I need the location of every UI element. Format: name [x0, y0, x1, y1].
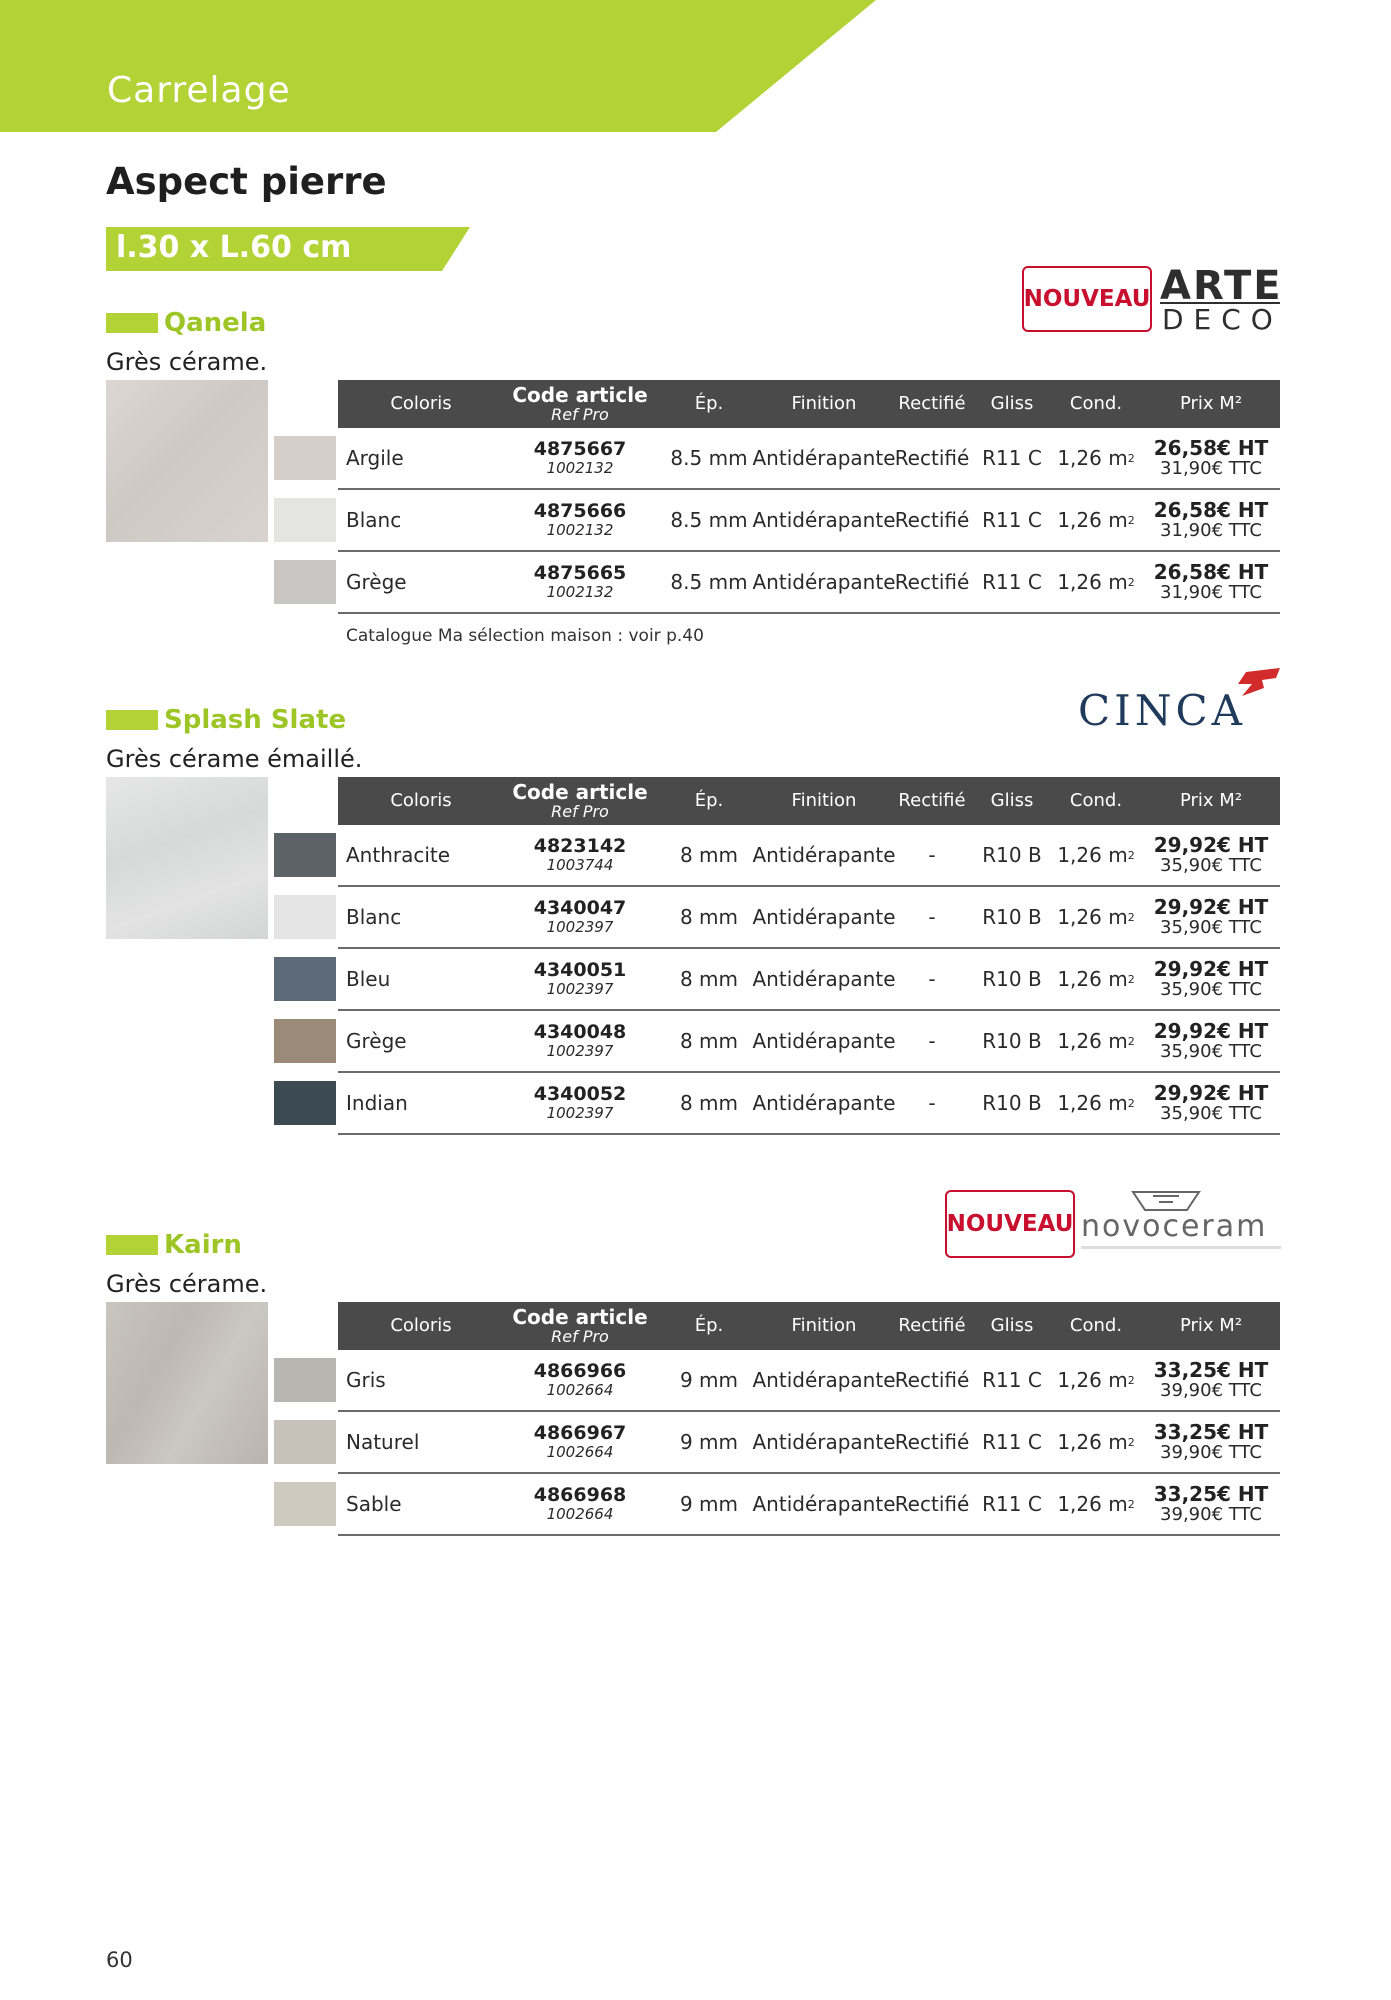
product-name-label: Qanela — [164, 308, 267, 338]
thickness-cell: 8.5 mm — [670, 570, 748, 594]
coloris-cell: Anthracite — [346, 843, 451, 867]
cond-value: 1,26 m — [1057, 1368, 1128, 1392]
cond-value: 1,26 m — [1057, 1029, 1128, 1053]
product-marker — [106, 313, 158, 333]
table-row — [338, 552, 1280, 614]
thickness-cell: 9 mm — [679, 1368, 739, 1392]
finition-cell: Antidérapante — [752, 967, 896, 991]
code-article-cell — [496, 825, 664, 885]
column-header-code — [496, 1302, 664, 1350]
cinca-flag-icon — [1236, 668, 1282, 698]
price-ttc: 35,90€ TTC — [1160, 979, 1262, 1000]
square-exponent: 2 — [1127, 1497, 1135, 1511]
finition-cell: Antidérapante — [752, 1368, 896, 1392]
price-cell — [1142, 1474, 1280, 1534]
finition-cell: Antidérapante — [752, 1029, 896, 1053]
rectifie-cell: - — [928, 905, 936, 929]
price-cell — [1142, 887, 1280, 947]
column-header-label: Cond. — [1069, 1315, 1123, 1336]
column-header-cond — [1050, 380, 1142, 428]
cond-value: 1,26 m — [1057, 1430, 1128, 1454]
column-header-label: Ép. — [694, 393, 724, 414]
catalogue-note: Catalogue Ma sélection maison : voir p.40 — [346, 626, 704, 646]
coloris-cell: Bleu — [346, 967, 391, 991]
table-row — [338, 887, 1280, 949]
code-article: 4866967 — [533, 1422, 627, 1444]
column-header-label: Gliss — [990, 393, 1034, 414]
ref-pro: 1002664 — [546, 1443, 614, 1461]
price-ttc: 31,90€ TTC — [1160, 458, 1262, 479]
product-photo — [106, 777, 268, 939]
table-header — [338, 1302, 1280, 1350]
brand-logo-arte-deco — [1022, 263, 1283, 336]
size-tag: l.30 x L.60 cm — [116, 230, 352, 265]
column-header-label: Prix M² — [1179, 790, 1243, 811]
column-header-label: Ref Pro — [551, 802, 609, 821]
column-header-label: Rectifié — [898, 790, 966, 811]
code-article-cell — [496, 1350, 664, 1410]
coloris-cell: Naturel — [346, 1430, 420, 1454]
column-header-label: Coloris — [390, 393, 452, 414]
price-cell — [1142, 949, 1280, 1009]
code-article: 4866968 — [533, 1484, 627, 1506]
thickness-cell: 8 mm — [679, 1029, 739, 1053]
color-swatch — [274, 833, 336, 877]
cond-value: 1,26 m — [1057, 446, 1128, 470]
thickness-cell: 9 mm — [679, 1430, 739, 1454]
column-header-label: Prix M² — [1179, 1315, 1243, 1336]
code-article: 4340052 — [533, 1083, 627, 1105]
coloris-cell: Blanc — [346, 905, 402, 929]
square-exponent: 2 — [1127, 1373, 1135, 1387]
cond-cell — [1050, 949, 1142, 1009]
gliss-cell: R11 C — [982, 446, 1042, 470]
table-row — [338, 1350, 1280, 1412]
product-photo — [106, 1302, 268, 1464]
thickness-cell: 8 mm — [679, 843, 739, 867]
price-ttc: 35,90€ TTC — [1160, 917, 1262, 938]
column-header-label: Finition — [791, 1315, 857, 1336]
product-name — [106, 705, 346, 735]
column-header-label: Coloris — [390, 790, 452, 811]
price-ttc: 31,90€ TTC — [1160, 582, 1262, 603]
cond-value: 1,26 m — [1057, 570, 1128, 594]
table-header — [338, 777, 1280, 825]
gliss-cell: R11 C — [982, 570, 1042, 594]
rectifie-cell: - — [928, 1091, 936, 1115]
coloris-cell: Indian — [346, 1091, 408, 1115]
price-ht: 33,25€ HT — [1153, 1420, 1269, 1444]
rectifie-cell: Rectifié — [894, 1492, 970, 1516]
code-article: 4823142 — [533, 835, 627, 857]
price-ht: 29,92€ HT — [1153, 1019, 1269, 1043]
square-exponent: 2 — [1127, 910, 1135, 924]
column-header-rectifie — [890, 1302, 974, 1350]
ref-pro: 1002397 — [546, 918, 614, 936]
square-exponent: 2 — [1127, 1435, 1135, 1449]
code-article: 4340051 — [533, 959, 627, 981]
price-cell — [1142, 428, 1280, 488]
gliss-cell: R11 C — [982, 1430, 1042, 1454]
thickness-cell: 9 mm — [679, 1492, 739, 1516]
thickness-cell: 8.5 mm — [670, 508, 748, 532]
rectifie-cell: Rectifié — [894, 508, 970, 532]
color-swatch — [274, 1482, 336, 1526]
price-ht: 29,92€ HT — [1153, 1081, 1269, 1105]
color-swatch — [274, 1358, 336, 1402]
gliss-cell: R11 C — [982, 1492, 1042, 1516]
price-cell — [1142, 1073, 1280, 1133]
table-header — [338, 380, 1280, 428]
cond-value: 1,26 m — [1057, 508, 1128, 532]
code-article-cell — [496, 1474, 664, 1534]
rectifie-cell: Rectifié — [894, 1368, 970, 1392]
square-exponent: 2 — [1127, 1034, 1135, 1048]
thickness-cell: 8 mm — [679, 905, 739, 929]
column-header-label: Prix M² — [1179, 393, 1243, 414]
cond-value: 1,26 m — [1057, 1492, 1128, 1516]
gliss-cell: R10 B — [982, 967, 1042, 991]
price-cell — [1142, 1350, 1280, 1410]
price-cell — [1142, 1011, 1280, 1071]
brand-logo-cinca — [1078, 668, 1283, 735]
color-swatch — [274, 560, 336, 604]
rectifie-cell: - — [928, 1029, 936, 1053]
ref-pro: 1002397 — [546, 980, 614, 998]
category-title: Carrelage — [107, 70, 291, 111]
ref-pro: 1002132 — [546, 521, 614, 539]
rectifie-cell: - — [928, 843, 936, 867]
ref-pro: 1002397 — [546, 1042, 614, 1060]
cond-value: 1,26 m — [1057, 843, 1128, 867]
coloris-cell: Grège — [346, 1029, 407, 1053]
column-header-coloris — [346, 380, 496, 428]
price-ttc: 39,90€ TTC — [1160, 1442, 1262, 1463]
column-header-prix — [1142, 777, 1280, 825]
column-header-coloris — [346, 1302, 496, 1350]
price-ht: 29,92€ HT — [1153, 957, 1269, 981]
square-exponent: 2 — [1127, 575, 1135, 589]
column-header-gliss — [974, 380, 1050, 428]
price-ht: 33,25€ HT — [1153, 1482, 1269, 1506]
column-header-label: Cond. — [1069, 790, 1123, 811]
product-name — [106, 1230, 242, 1260]
column-header-finition — [758, 777, 890, 825]
table-row — [338, 825, 1280, 887]
thickness-cell: 8 mm — [679, 1091, 739, 1115]
color-swatch — [274, 895, 336, 939]
brand-logo-novoceram — [945, 1190, 1283, 1260]
column-header-label: Gliss — [990, 790, 1034, 811]
product-description: Grès cérame. — [106, 1270, 268, 1298]
product-name-label: Kairn — [164, 1230, 242, 1260]
logo-tagline-line — [1081, 1246, 1281, 1249]
column-header-label: Ép. — [694, 790, 724, 811]
code-article: 4340047 — [533, 897, 627, 919]
price-ttc: 35,90€ TTC — [1160, 1041, 1262, 1062]
product-table — [338, 1302, 1280, 1536]
price-ttc: 31,90€ TTC — [1160, 520, 1262, 541]
rectifie-cell: Rectifié — [894, 570, 970, 594]
finition-cell: Antidérapante — [752, 570, 896, 594]
price-ht: 33,25€ HT — [1153, 1358, 1269, 1382]
price-cell — [1142, 1412, 1280, 1472]
column-header-label: Rectifié — [898, 1315, 966, 1336]
column-header-gliss — [974, 777, 1050, 825]
column-header-label: Finition — [791, 393, 857, 414]
color-swatch — [274, 1081, 336, 1125]
code-article-cell — [496, 1011, 664, 1071]
code-article: 4875667 — [533, 438, 627, 460]
product-marker — [106, 1235, 158, 1255]
price-ht: 26,58€ HT — [1153, 560, 1269, 584]
column-header-label: Code article — [512, 383, 648, 407]
color-swatch — [274, 436, 336, 480]
square-exponent: 2 — [1127, 513, 1135, 527]
column-header-code — [496, 777, 664, 825]
product-description: Grès cérame émaillé. — [106, 745, 363, 773]
cond-cell — [1050, 887, 1142, 947]
finition-cell: Antidérapante — [752, 1091, 896, 1115]
gliss-cell: R10 B — [982, 1029, 1042, 1053]
color-swatch — [274, 1420, 336, 1464]
code-article: 4875665 — [533, 562, 627, 584]
column-header-ep — [664, 1302, 754, 1350]
column-header-prix — [1142, 380, 1280, 428]
finition-cell: Antidérapante — [752, 508, 896, 532]
column-header-rectifie — [890, 380, 974, 428]
color-swatch — [274, 1019, 336, 1063]
column-header-finition — [758, 1302, 890, 1350]
cond-cell — [1050, 428, 1142, 488]
cond-value: 1,26 m — [1057, 967, 1128, 991]
price-cell — [1142, 825, 1280, 885]
ref-pro: 1002397 — [546, 1104, 614, 1122]
color-swatch — [274, 498, 336, 542]
ref-pro: 1002132 — [546, 583, 614, 601]
gliss-cell: R11 C — [982, 508, 1042, 532]
price-cell — [1142, 552, 1280, 612]
nouveau-badge: NOUVEAU — [1022, 266, 1152, 332]
gliss-cell: R11 C — [982, 1368, 1042, 1392]
code-article-cell — [496, 552, 664, 612]
coloris-cell: Sable — [346, 1492, 402, 1516]
ref-pro: 1002664 — [546, 1505, 614, 1523]
code-article-cell — [496, 428, 664, 488]
coloris-cell: Gris — [346, 1368, 386, 1392]
code-article-cell — [496, 887, 664, 947]
code-article: 4875666 — [533, 500, 627, 522]
table-row — [338, 428, 1280, 490]
price-cell — [1142, 490, 1280, 550]
table-row — [338, 1474, 1280, 1536]
table-row — [338, 949, 1280, 1011]
ref-pro: 1002664 — [546, 1381, 614, 1399]
coloris-cell: Argile — [346, 446, 404, 470]
ref-pro: 1003744 — [546, 856, 614, 874]
code-article-cell — [496, 490, 664, 550]
finition-cell: Antidérapante — [752, 905, 896, 929]
code-article-cell — [496, 1412, 664, 1472]
product-marker — [106, 710, 158, 730]
column-header-label: Gliss — [990, 1315, 1034, 1336]
price-ttc: 35,90€ TTC — [1160, 855, 1262, 876]
product-name-label: Splash Slate — [164, 705, 347, 735]
page-number: 60 — [106, 1948, 133, 1972]
deco-logo-text: DECO — [1162, 303, 1283, 336]
price-ht: 29,92€ HT — [1153, 833, 1269, 857]
code-article-cell — [496, 1073, 664, 1133]
color-swatch — [274, 957, 336, 1001]
column-header-ep — [664, 777, 754, 825]
cond-cell — [1050, 1011, 1142, 1071]
finition-cell: Antidérapante — [752, 446, 896, 470]
table-row — [338, 1073, 1280, 1135]
price-ht: 26,58€ HT — [1153, 498, 1269, 522]
code-article: 4340048 — [533, 1021, 627, 1043]
rectifie-cell: Rectifié — [894, 1430, 970, 1454]
finition-cell: Antidérapante — [752, 1492, 896, 1516]
coloris-cell: Grège — [346, 570, 407, 594]
arte-logo-text: ARTE — [1160, 263, 1283, 309]
cond-cell — [1050, 490, 1142, 550]
product-photo — [106, 380, 268, 542]
gliss-cell: R10 B — [982, 843, 1042, 867]
price-ttc: 35,90€ TTC — [1160, 1103, 1262, 1124]
thickness-cell: 8 mm — [679, 967, 739, 991]
column-header-code — [496, 380, 664, 428]
cond-value: 1,26 m — [1057, 905, 1128, 929]
cond-cell — [1050, 1474, 1142, 1534]
code-article-cell — [496, 949, 664, 1009]
column-header-label: Code article — [512, 1305, 648, 1329]
price-ht: 26,58€ HT — [1153, 436, 1269, 460]
coloris-cell: Blanc — [346, 508, 402, 532]
price-ht: 29,92€ HT — [1153, 895, 1269, 919]
novoceram-logo-text: novoceram — [1081, 1209, 1268, 1244]
product-description: Grès cérame. — [106, 348, 268, 376]
product-name — [106, 308, 266, 338]
column-header-gliss — [974, 1302, 1050, 1350]
price-ttc: 39,90€ TTC — [1160, 1380, 1262, 1401]
column-header-cond — [1050, 777, 1142, 825]
product-table — [338, 380, 1280, 614]
cond-cell — [1050, 1350, 1142, 1410]
column-header-label: Ép. — [694, 1315, 724, 1336]
column-header-label: Ref Pro — [551, 405, 609, 424]
column-header-cond — [1050, 1302, 1142, 1350]
column-header-label: Finition — [791, 790, 857, 811]
thickness-cell: 8.5 mm — [670, 446, 748, 470]
square-exponent: 2 — [1127, 1096, 1135, 1110]
cond-cell — [1050, 1073, 1142, 1133]
cond-cell — [1050, 552, 1142, 612]
column-header-label: Coloris — [390, 1315, 452, 1336]
table-row — [338, 490, 1280, 552]
square-exponent: 2 — [1127, 451, 1135, 465]
column-header-finition — [758, 380, 890, 428]
column-header-label: Ref Pro — [551, 1327, 609, 1346]
finition-cell: Antidérapante — [752, 843, 896, 867]
column-header-prix — [1142, 1302, 1280, 1350]
column-header-label: Rectifié — [898, 393, 966, 414]
column-header-rectifie — [890, 777, 974, 825]
finition-cell: Antidérapante — [752, 1430, 896, 1454]
header-banner — [0, 0, 1391, 135]
column-header-coloris — [346, 777, 496, 825]
table-row — [338, 1011, 1280, 1073]
square-exponent: 2 — [1127, 848, 1135, 862]
price-ttc: 39,90€ TTC — [1160, 1504, 1262, 1525]
square-exponent: 2 — [1127, 972, 1135, 986]
cond-cell — [1050, 1412, 1142, 1472]
section-title: Aspect pierre — [106, 160, 387, 203]
column-header-label: Cond. — [1069, 393, 1123, 414]
column-header-label: Code article — [512, 780, 648, 804]
cinca-logo-text: CINCA — [1078, 686, 1246, 735]
nouveau-badge: NOUVEAU — [945, 1190, 1075, 1258]
code-article: 4866966 — [533, 1360, 627, 1382]
ref-pro: 1002132 — [546, 459, 614, 477]
table-row — [338, 1412, 1280, 1474]
gliss-cell: R10 B — [982, 905, 1042, 929]
gliss-cell: R10 B — [982, 1091, 1042, 1115]
rectifie-cell: - — [928, 967, 936, 991]
product-table — [338, 777, 1280, 1135]
cond-cell — [1050, 825, 1142, 885]
column-header-ep — [664, 380, 754, 428]
rectifie-cell: Rectifié — [894, 446, 970, 470]
cond-value: 1,26 m — [1057, 1091, 1128, 1115]
